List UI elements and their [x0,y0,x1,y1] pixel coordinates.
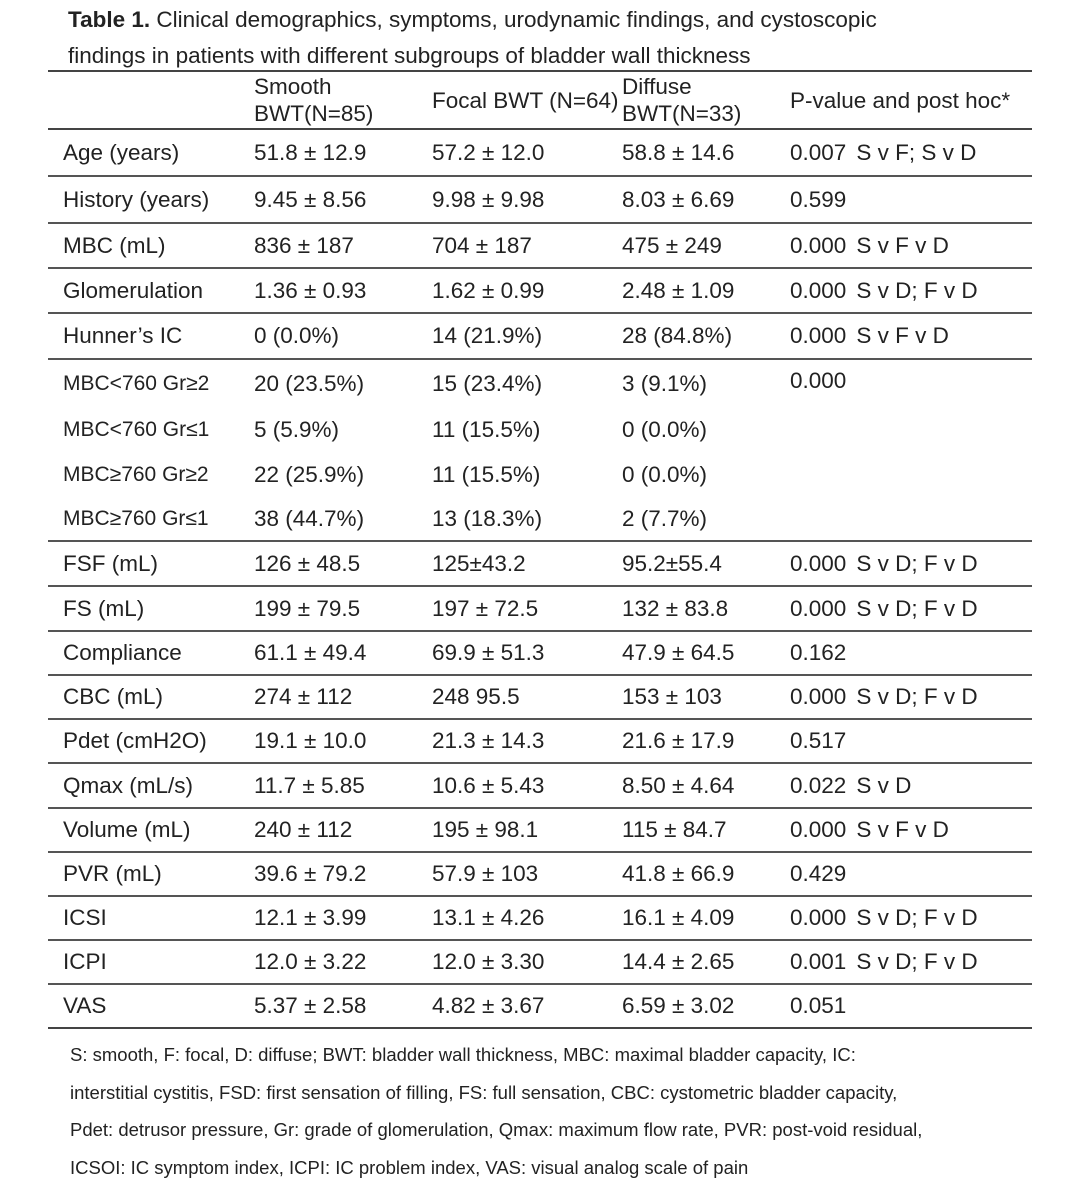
p-value: 0.000 [790,684,846,709]
row-label: Hunner’s IC [48,313,254,359]
row-label: ICSI [48,896,254,940]
cell-diffuse: 153 ± 103 [622,675,790,719]
cell-smooth: 12.1 ± 3.99 [254,896,432,940]
footnote-line: Pdet: detrusor pressure, Gr: grade of glomerulation, Qmax: maximum flow rate, PVR: post-void residual, [70,1111,1050,1149]
row-label: FSF (mL) [48,541,254,586]
cell-pvalue [790,313,1032,359]
cell-focal: 12.0 ± 3.30 [432,940,622,984]
table-row [48,313,1032,359]
row-label: MBC<760 Gr≤1 [48,407,254,452]
footnote-line: interstitial cystitis, FSD: first sensation of filling, FS: full sensation, CBC: cystometric bladder capacity, [70,1074,1050,1112]
caption-line2: findings in patients with different subgroups of bladder wall thickness [68,43,750,68]
row-label: Compliance [48,631,254,675]
cell-focal: 4.82 ± 3.67 [432,984,622,1028]
subgroup-row [48,497,1032,541]
row-label: Glomerulation [48,268,254,313]
cell-diffuse: 6.59 ± 3.02 [622,984,790,1028]
row-label: MBC≥760 Gr≥2 [48,452,254,497]
row-label: PVR (mL) [48,852,254,896]
cell-pvalue [790,268,1032,313]
cell-smooth: 199 ± 79.5 [254,586,432,631]
post-hoc: S v D [856,773,911,798]
cell-pvalue [790,984,1032,1028]
row-label: Qmax (mL/s) [48,763,254,808]
cell-smooth: 126 ± 48.5 [254,541,432,586]
post-hoc: S v F v D [856,817,949,842]
cell-diffuse: 41.8 ± 66.9 [622,852,790,896]
cell-focal: 57.9 ± 103 [432,852,622,896]
cell-diffuse: 95.2±55.4 [622,541,790,586]
cell-pvalue [790,808,1032,852]
data-table [48,70,1032,1029]
cell-focal: 11 (15.5%) [432,452,622,497]
cell-focal: 704 ± 187 [432,223,622,268]
p-value: 0.000 [790,323,846,348]
cell-pvalue [790,129,1032,176]
p-value: 0.429 [790,861,846,886]
table-row [48,223,1032,268]
cell-empty [790,452,1032,497]
cell-diffuse: 115 ± 84.7 [622,808,790,852]
cell-focal: 125±43.2 [432,541,622,586]
cell-focal: 197 ± 72.5 [432,586,622,631]
cell-smooth: 51.8 ± 12.9 [254,129,432,176]
row-label: History (years) [48,176,254,223]
cell-diffuse: 132 ± 83.8 [622,586,790,631]
table-row [48,808,1032,852]
cell-focal: 14 (21.9%) [432,313,622,359]
post-hoc: S v D; F v D [856,551,977,576]
row-label: Volume (mL) [48,808,254,852]
cell-pvalue [790,940,1032,984]
cell-pvalue [790,541,1032,586]
cell-pvalue [790,586,1032,631]
cell-focal: 195 ± 98.1 [432,808,622,852]
cell-pvalue [790,763,1032,808]
footnote-line: S: smooth, F: focal, D: diffuse; BWT: bladder wall thickness, MBC: maximal bladder capacity, IC: [70,1036,1050,1074]
row-label: MBC (mL) [48,223,254,268]
post-hoc: S v F; S v D [856,140,976,165]
cell-focal: 13.1 ± 4.26 [432,896,622,940]
p-value: 0.007 [790,140,846,165]
table-row [48,586,1032,631]
cell-smooth: 11.7 ± 5.85 [254,763,432,808]
header-diffuse: Diffuse BWT(N=33) [622,71,790,129]
table-row [48,541,1032,586]
p-value: 0.517 [790,728,846,753]
p-value: 0.022 [790,773,846,798]
row-label: ICPI [48,940,254,984]
p-value: 0.599 [790,187,846,212]
cell-diffuse: 2.48 ± 1.09 [622,268,790,313]
cell-empty [790,497,1032,541]
cell-smooth: 61.1 ± 49.4 [254,631,432,675]
cell-diffuse: 8.50 ± 4.64 [622,763,790,808]
p-value: 0.000 [790,817,846,842]
table-header-row [48,71,1032,129]
p-value: 0.000 [790,551,846,576]
post-hoc: S v D; F v D [856,949,977,974]
row-label: Pdet (cmH2O) [48,719,254,763]
post-hoc: S v F v D [856,233,949,258]
post-hoc: S v D; F v D [856,905,977,930]
post-hoc: S v D; F v D [856,684,977,709]
row-label: VAS [48,984,254,1028]
cell-focal: 15 (23.4%) [432,359,622,407]
cell-pvalue [790,852,1032,896]
footnote-line: ICSOI: IC symptom index, ICPI: IC problem index, VAS: visual analog scale of pain [70,1149,1050,1186]
caption-label: Table 1. [68,7,150,32]
p-value: 0.162 [790,640,846,665]
cell-diffuse: 2 (7.7%) [622,497,790,541]
cell-pvalue: 0.000 [790,359,1032,407]
cell-diffuse: 3 (9.1%) [622,359,790,407]
caption-line1: Clinical demographics, symptoms, urodynamic findings, and cystoscopic [156,7,876,32]
subgroup-row [48,452,1032,497]
cell-smooth: 20 (23.5%) [254,359,432,407]
p-value: 0.000 [790,596,846,621]
post-hoc: S v D; F v D [856,278,977,303]
cell-diffuse: 0 (0.0%) [622,407,790,452]
row-label: CBC (mL) [48,675,254,719]
row-label: MBC<760 Gr≥2 [48,359,254,407]
table-row [48,675,1032,719]
cell-smooth: 22 (25.9%) [254,452,432,497]
post-hoc: S v F v D [856,323,949,348]
cell-smooth: 240 ± 112 [254,808,432,852]
cell-pvalue [790,675,1032,719]
cell-pvalue [790,176,1032,223]
table-row [48,896,1032,940]
header-pvalue: P-value and post hoc* [790,71,1032,129]
cell-smooth: 274 ± 112 [254,675,432,719]
cell-smooth: 9.45 ± 8.56 [254,176,432,223]
table-row [48,631,1032,675]
cell-smooth: 836 ± 187 [254,223,432,268]
p-value: 0.000 [790,233,846,258]
cell-focal: 9.98 ± 9.98 [432,176,622,223]
cell-diffuse: 47.9 ± 64.5 [622,631,790,675]
subgroup-row [48,359,1032,407]
cell-focal: 13 (18.3%) [432,497,622,541]
cell-diffuse: 28 (84.8%) [622,313,790,359]
header-col0 [48,71,254,129]
cell-diffuse: 58.8 ± 14.6 [622,129,790,176]
cell-empty [790,407,1032,452]
p-value: 0.001 [790,949,846,974]
cell-smooth: 12.0 ± 3.22 [254,940,432,984]
cell-diffuse: 14.4 ± 2.65 [622,940,790,984]
cell-smooth: 1.36 ± 0.93 [254,268,432,313]
cell-smooth: 5.37 ± 2.58 [254,984,432,1028]
row-label: FS (mL) [48,586,254,631]
p-value: 0.051 [790,993,846,1018]
cell-diffuse: 8.03 ± 6.69 [622,176,790,223]
header-focal: Focal BWT (N=64) [432,71,622,129]
cell-smooth: 0 (0.0%) [254,313,432,359]
cell-diffuse: 16.1 ± 4.09 [622,896,790,940]
cell-focal: 10.6 ± 5.43 [432,763,622,808]
row-label: MBC≥760 Gr≤1 [48,497,254,541]
cell-smooth: 39.6 ± 79.2 [254,852,432,896]
cell-focal: 69.9 ± 51.3 [432,631,622,675]
table-row [48,852,1032,896]
cell-pvalue [790,896,1032,940]
p-value: 0.000 [790,278,846,303]
table-row [48,268,1032,313]
table-row [48,984,1032,1028]
cell-smooth: 38 (44.7%) [254,497,432,541]
cell-pvalue [790,631,1032,675]
cell-smooth: 19.1 ± 10.0 [254,719,432,763]
cell-pvalue [790,223,1032,268]
subgroup-row [48,407,1032,452]
cell-focal: 57.2 ± 12.0 [432,129,622,176]
cell-diffuse: 21.6 ± 17.9 [622,719,790,763]
table-row [48,719,1032,763]
cell-smooth: 5 (5.9%) [254,407,432,452]
cell-pvalue [790,719,1032,763]
cell-focal: 21.3 ± 14.3 [432,719,622,763]
table-row [48,176,1032,223]
p-value: 0.000 [790,905,846,930]
cell-focal: 11 (15.5%) [432,407,622,452]
table-row [48,763,1032,808]
table-caption [68,2,1058,74]
post-hoc: S v D; F v D [856,596,977,621]
cell-focal: 248 95.5 [432,675,622,719]
table-footnote [70,1036,1050,1186]
cell-diffuse: 475 ± 249 [622,223,790,268]
row-label: Age (years) [48,129,254,176]
cell-diffuse: 0 (0.0%) [622,452,790,497]
cell-focal: 1.62 ± 0.99 [432,268,622,313]
header-smooth: Smooth BWT(N=85) [254,71,432,129]
table-row [48,129,1032,176]
table-row [48,940,1032,984]
